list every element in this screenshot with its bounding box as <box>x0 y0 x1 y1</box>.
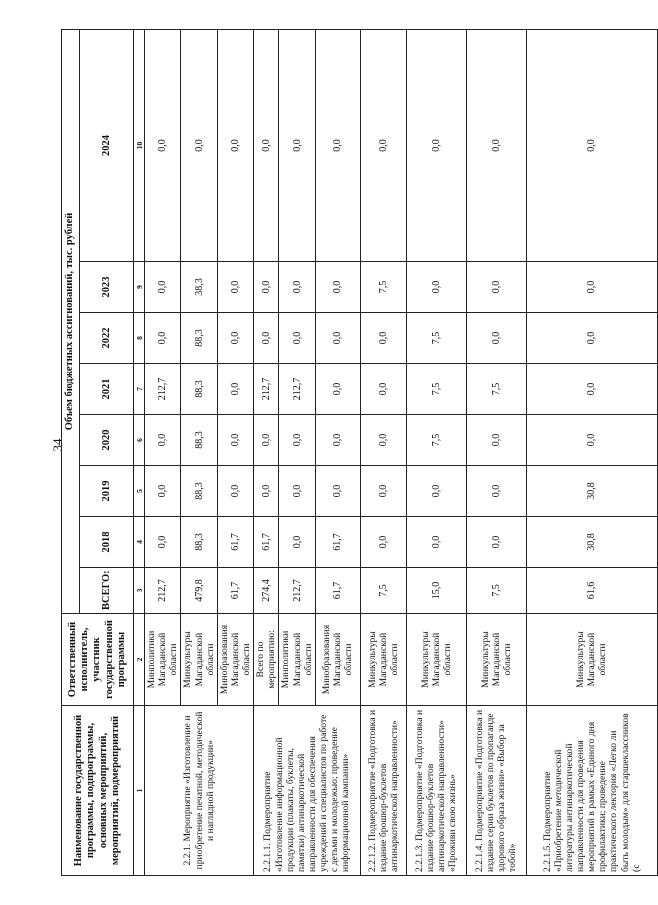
responsible-cell: Минобразования Магаданской области <box>217 614 253 706</box>
value-cell: 0,0 <box>466 262 526 313</box>
program-name-cell: 2.2.1.3. Подмероприятие «Подготовка и издание брошюр-буклетов антинаркотической направленности» «Проживи свою жизнь» <box>406 706 466 876</box>
value-cell: 0,0 <box>145 262 181 313</box>
column-index: 6 <box>134 415 145 466</box>
value-cell: 0,0 <box>466 29 526 261</box>
column-index: 7 <box>134 364 145 415</box>
value-cell: 0,0 <box>145 415 181 466</box>
value-cell: 30,8 <box>526 517 657 568</box>
value-cell: 0,0 <box>406 29 466 261</box>
value-cell: 7,5 <box>466 364 526 415</box>
value-cell: 0,0 <box>217 364 253 415</box>
value-cell: 0,0 <box>217 466 253 517</box>
value-cell: 0,0 <box>360 29 406 261</box>
column-index: 10 <box>134 29 145 261</box>
value-cell: 7,5 <box>406 415 466 466</box>
value-cell: 0,0 <box>360 364 406 415</box>
value-cell: 0,0 <box>181 29 217 261</box>
responsible-cell: Минкультуры Магаданской области <box>181 614 217 706</box>
value-cell: 0,0 <box>315 466 360 517</box>
responsible-cell: Минкультуры Магаданской области <box>526 614 657 706</box>
value-cell: 0,0 <box>254 466 279 517</box>
program-name-cell: 2.2.1.5. Подмероприятие «Приобретение методической литературы антинаркотической направленности для проведения мероприятий в рамках «Единого дня профилактики; проведение практического лектория «Легко ли быть молодым» для старшеклассников (с <box>526 706 657 876</box>
value-cell: 0,0 <box>217 29 253 261</box>
total-cell: 274,4 <box>254 568 279 614</box>
value-cell: 0,0 <box>254 262 279 313</box>
table-row <box>145 29 181 875</box>
value-cell: 0,0 <box>466 415 526 466</box>
responsible-cell: Минкультуры Магаданской области <box>360 614 406 706</box>
column-index: 1 <box>134 706 145 876</box>
value-cell: 30,8 <box>526 466 657 517</box>
page-number: 34 <box>50 438 65 452</box>
header-name: Наименование государственной программы, подпрограммы, основных мероприятий, мероприятий, подмероприятий <box>62 706 134 876</box>
total-cell: 61,7 <box>217 568 253 614</box>
value-cell: 88,3 <box>181 466 217 517</box>
index-row <box>134 29 145 875</box>
column-index: 3 <box>134 568 145 614</box>
rotated-table-container <box>61 30 642 876</box>
value-cell: 0,0 <box>145 29 181 261</box>
value-cell: 0,0 <box>360 313 406 364</box>
value-cell: 0,0 <box>254 29 279 261</box>
header-year: 2020 <box>80 415 134 466</box>
header-year: 2023 <box>80 262 134 313</box>
value-cell: 0,0 <box>315 364 360 415</box>
responsible-cell: Всего по мероприятию: <box>254 614 279 706</box>
responsible-cell: Минкультуры Магаданской области <box>466 614 526 706</box>
header-year: 2018 <box>80 517 134 568</box>
header-total: ВСЕГО: <box>80 568 134 614</box>
value-cell: 212,7 <box>279 364 315 415</box>
value-cell: 88,3 <box>181 364 217 415</box>
value-cell: 0,0 <box>406 466 466 517</box>
table-body <box>145 29 658 875</box>
value-cell: 0,0 <box>279 313 315 364</box>
value-cell: 0,0 <box>526 262 657 313</box>
program-name-cell: 2.2.1.4. Подмероприятие «Подготовка и издание серии буклетов по пропаганде здорового образа жизни» «Выбор за тобой» <box>466 706 526 876</box>
value-cell: 0,0 <box>526 415 657 466</box>
program-name-cell: 2.2.1. Мероприятие «Изготовление и приобретение печатной, методической и наглядной продукции» <box>145 706 254 876</box>
value-cell: 0,0 <box>145 313 181 364</box>
value-cell: 88,3 <box>181 313 217 364</box>
value-cell: 212,7 <box>145 364 181 415</box>
value-cell: 7,5 <box>406 313 466 364</box>
value-cell: 61,7 <box>254 517 279 568</box>
value-cell: 0,0 <box>466 517 526 568</box>
responsible-cell: Минполитики Магаданской области <box>145 614 181 706</box>
value-cell: 88,3 <box>181 517 217 568</box>
column-index: 4 <box>134 517 145 568</box>
header-year: 2022 <box>80 313 134 364</box>
value-cell: 0,0 <box>315 313 360 364</box>
value-cell: 0,0 <box>217 415 253 466</box>
value-cell: 0,0 <box>360 466 406 517</box>
value-cell: 7,5 <box>360 262 406 313</box>
table-row <box>254 29 279 875</box>
value-cell: 88,3 <box>181 415 217 466</box>
value-cell: 0,0 <box>315 415 360 466</box>
table-row <box>406 29 466 875</box>
value-cell: 0,0 <box>217 262 253 313</box>
value-cell: 61,7 <box>217 517 253 568</box>
table-row <box>466 29 526 875</box>
value-cell: 0,0 <box>279 466 315 517</box>
total-cell: 15,0 <box>406 568 466 614</box>
header-year: 2019 <box>80 466 134 517</box>
value-cell: 0,0 <box>279 262 315 313</box>
total-cell: 61,6 <box>526 568 657 614</box>
value-cell: 38,3 <box>181 262 217 313</box>
responsible-cell: Минполитики Магаданской области <box>279 614 315 706</box>
value-cell: 0,0 <box>526 313 657 364</box>
responsible-cell: Минобразования Магаданской области <box>315 614 360 706</box>
responsible-cell: Минкультуры Магаданской области <box>406 614 466 706</box>
table-row <box>526 29 657 875</box>
header-budget: Объем бюджетных ассигнований, тыс. рублей <box>62 29 80 613</box>
value-cell: 0,0 <box>315 29 360 261</box>
value-cell: 0,0 <box>279 415 315 466</box>
header-year: 2021 <box>80 364 134 415</box>
value-cell: 0,0 <box>254 415 279 466</box>
value-cell: 0,0 <box>360 517 406 568</box>
budget-table <box>61 29 658 876</box>
value-cell: 0,0 <box>145 466 181 517</box>
value-cell: 0,0 <box>315 262 360 313</box>
table-row <box>360 29 406 875</box>
total-cell: 479,8 <box>181 568 217 614</box>
value-cell: 0,0 <box>279 517 315 568</box>
value-cell: 0,0 <box>254 313 279 364</box>
value-cell: 0,0 <box>360 415 406 466</box>
value-cell: 212,7 <box>254 364 279 415</box>
value-cell: 7,5 <box>406 364 466 415</box>
column-index: 2 <box>134 614 145 706</box>
total-cell: 212,7 <box>145 568 181 614</box>
column-index: 9 <box>134 262 145 313</box>
total-cell: 61,7 <box>315 568 360 614</box>
total-cell: 7,5 <box>466 568 526 614</box>
total-cell: 7,5 <box>360 568 406 614</box>
header-year: 2024 <box>80 29 134 261</box>
program-name-cell: 2.2.1.2. Подмероприятие «Подготовка и издание брошюр-буклетов антинаркотической направленности» <box>360 706 406 876</box>
column-index: 8 <box>134 313 145 364</box>
value-cell: 0,0 <box>526 364 657 415</box>
program-name-cell: 2.2.1.1. Подмероприятие «Изготовление информационной продукции (плакаты, буклеты, памятки) антинаркотической направленности для обеспечения учреждений и специалистов по работе с детьми и молодежью; проведение информационной кампании» <box>254 706 361 876</box>
value-cell: 0,0 <box>145 517 181 568</box>
total-cell: 212,7 <box>279 568 315 614</box>
value-cell: 0,0 <box>526 29 657 261</box>
value-cell: 0,0 <box>279 29 315 261</box>
value-cell: 0,0 <box>217 313 253 364</box>
value-cell: 0,0 <box>466 313 526 364</box>
value-cell: 0,0 <box>406 262 466 313</box>
column-index: 5 <box>134 466 145 517</box>
value-cell: 0,0 <box>406 517 466 568</box>
value-cell: 61,7 <box>315 517 360 568</box>
value-cell: 0,0 <box>466 466 526 517</box>
header-responsible: Ответственный исполнитель, участник государственной программы <box>62 614 134 706</box>
